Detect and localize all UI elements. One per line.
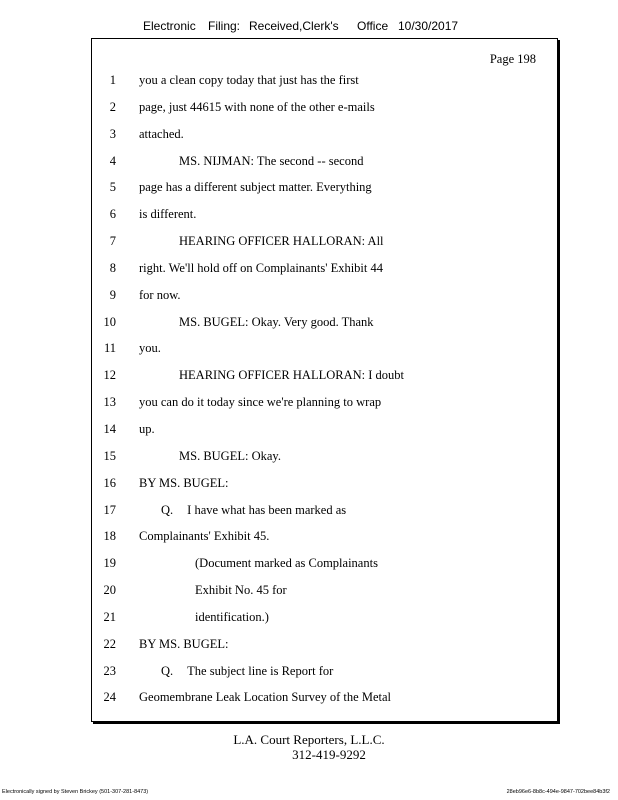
reporter-name: L.A. Court Reporters, L.L.C.: [233, 732, 385, 747]
line-number: 20: [103, 583, 116, 598]
line-text: Geomembrane Leak Location Survey of the Metal: [139, 690, 391, 705]
line-text: MS. BUGEL: Okay. Very good. Thank: [179, 314, 374, 329]
line-text: HEARING OFFICER HALLORAN: All: [179, 234, 384, 249]
line-number: 6: [109, 207, 116, 222]
line-text: MS. BUGEL: Okay.: [179, 448, 281, 463]
line-text: you can do it today since we're planning to wrap: [139, 395, 382, 410]
transcript-line: [92, 231, 557, 258]
line-text: you.: [139, 341, 161, 356]
filing-header-received-clerks: Received,Clerk's: [249, 19, 339, 33]
transcript-line: [92, 553, 557, 580]
transcript-line: [92, 338, 557, 365]
transcript-line: [92, 526, 557, 553]
filing-header-filing: Filing:: [208, 19, 241, 33]
transcript-line: [92, 258, 557, 285]
transcript-line: [92, 312, 557, 339]
transcript-line: [92, 365, 557, 392]
court-reporter-block: [0, 732, 618, 762]
reporter-phone: 312-419-9292: [292, 747, 366, 762]
line-number: 19: [103, 556, 116, 571]
transcript-line: [92, 500, 557, 527]
line-number: 1: [109, 73, 116, 87]
line-number: 15: [103, 448, 116, 463]
transcript-page: [91, 38, 558, 722]
transcript-line: [92, 70, 557, 97]
transcript-line: [92, 580, 557, 607]
transcript-line: [92, 151, 557, 178]
line-text: page, just 44615 with none of the other e-mails: [139, 99, 375, 114]
question-marker: Q.: [161, 502, 174, 517]
line-text: Complainants' Exhibit 45.: [139, 529, 270, 544]
line-text: (Document marked as Complainants: [195, 556, 378, 571]
line-text: right. We'll hold off on Complainants' Exhibit 44: [139, 260, 383, 275]
filing-header-date: 10/30/2017: [398, 19, 459, 33]
line-number: 7: [109, 234, 116, 249]
line-text: BY MS. BUGEL:: [139, 475, 229, 490]
line-text: for now.: [139, 287, 181, 302]
line-number: 2: [109, 99, 116, 114]
line-number: 18: [103, 529, 116, 544]
transcript-line: [92, 204, 557, 231]
electronic-signature: Electronically signed by Steven Brickey (501-307-281-8473): [2, 789, 149, 795]
question-line-text: [161, 500, 346, 520]
page-number: Page 198: [489, 52, 536, 66]
line-text: MS. NIJMAN: The second -- second: [179, 153, 364, 168]
line-number: 12: [103, 368, 116, 383]
line-text: page has a different subject matter. Everything: [139, 180, 372, 195]
transcript-line: [92, 473, 557, 500]
line-text: Exhibit No. 45 for: [195, 583, 287, 598]
transcript-line: [92, 97, 557, 124]
line-text: I have what has been marked as: [187, 502, 347, 517]
line-number: 14: [103, 421, 116, 436]
transcript-line: [92, 124, 557, 151]
line-number: 11: [103, 341, 116, 356]
question-line-text: [161, 661, 333, 681]
transcript-line: [92, 687, 557, 714]
filing-header-electronic: Electronic: [143, 19, 196, 33]
transcript-line: [92, 607, 557, 634]
transcript-line: [92, 446, 557, 473]
transcript-line: [92, 392, 557, 419]
line-number: 10: [103, 314, 116, 329]
line-text: you a clean copy today that just has the first: [139, 73, 359, 87]
line-number: 17: [103, 502, 116, 517]
transcript-line: [92, 634, 557, 661]
filing-header-office: Office: [357, 19, 389, 33]
line-number: 22: [103, 636, 116, 651]
line-number: 9: [109, 287, 116, 302]
line-number: 23: [103, 663, 116, 678]
line-number: 3: [109, 126, 116, 141]
line-number: 5: [109, 180, 116, 195]
transcript-line: [92, 661, 557, 688]
transcript-line: [92, 285, 557, 312]
transcript-lines: [92, 70, 557, 714]
line-number: 16: [103, 475, 116, 490]
line-number: 8: [109, 260, 116, 275]
line-number: 4: [109, 153, 116, 168]
line-number: 24: [103, 690, 116, 705]
line-text: identification.): [195, 609, 269, 624]
document-hash: 28eb96e6-8b8c-494e-9847-702bee84b3f2: [506, 789, 610, 795]
line-text: HEARING OFFICER HALLORAN: I doubt: [179, 368, 404, 383]
line-number: 21: [103, 609, 116, 624]
line-text: is different.: [139, 207, 197, 222]
transcript-line: [92, 177, 557, 204]
line-number: 13: [103, 395, 116, 410]
line-text: attached.: [139, 126, 184, 141]
line-text: BY MS. BUGEL:: [139, 636, 229, 651]
electronic-filing-header: [0, 19, 618, 37]
transcript-line: [92, 419, 557, 446]
line-text: up.: [139, 421, 155, 436]
question-marker: Q.: [161, 663, 174, 678]
line-text: The subject line is Report for: [187, 663, 334, 678]
